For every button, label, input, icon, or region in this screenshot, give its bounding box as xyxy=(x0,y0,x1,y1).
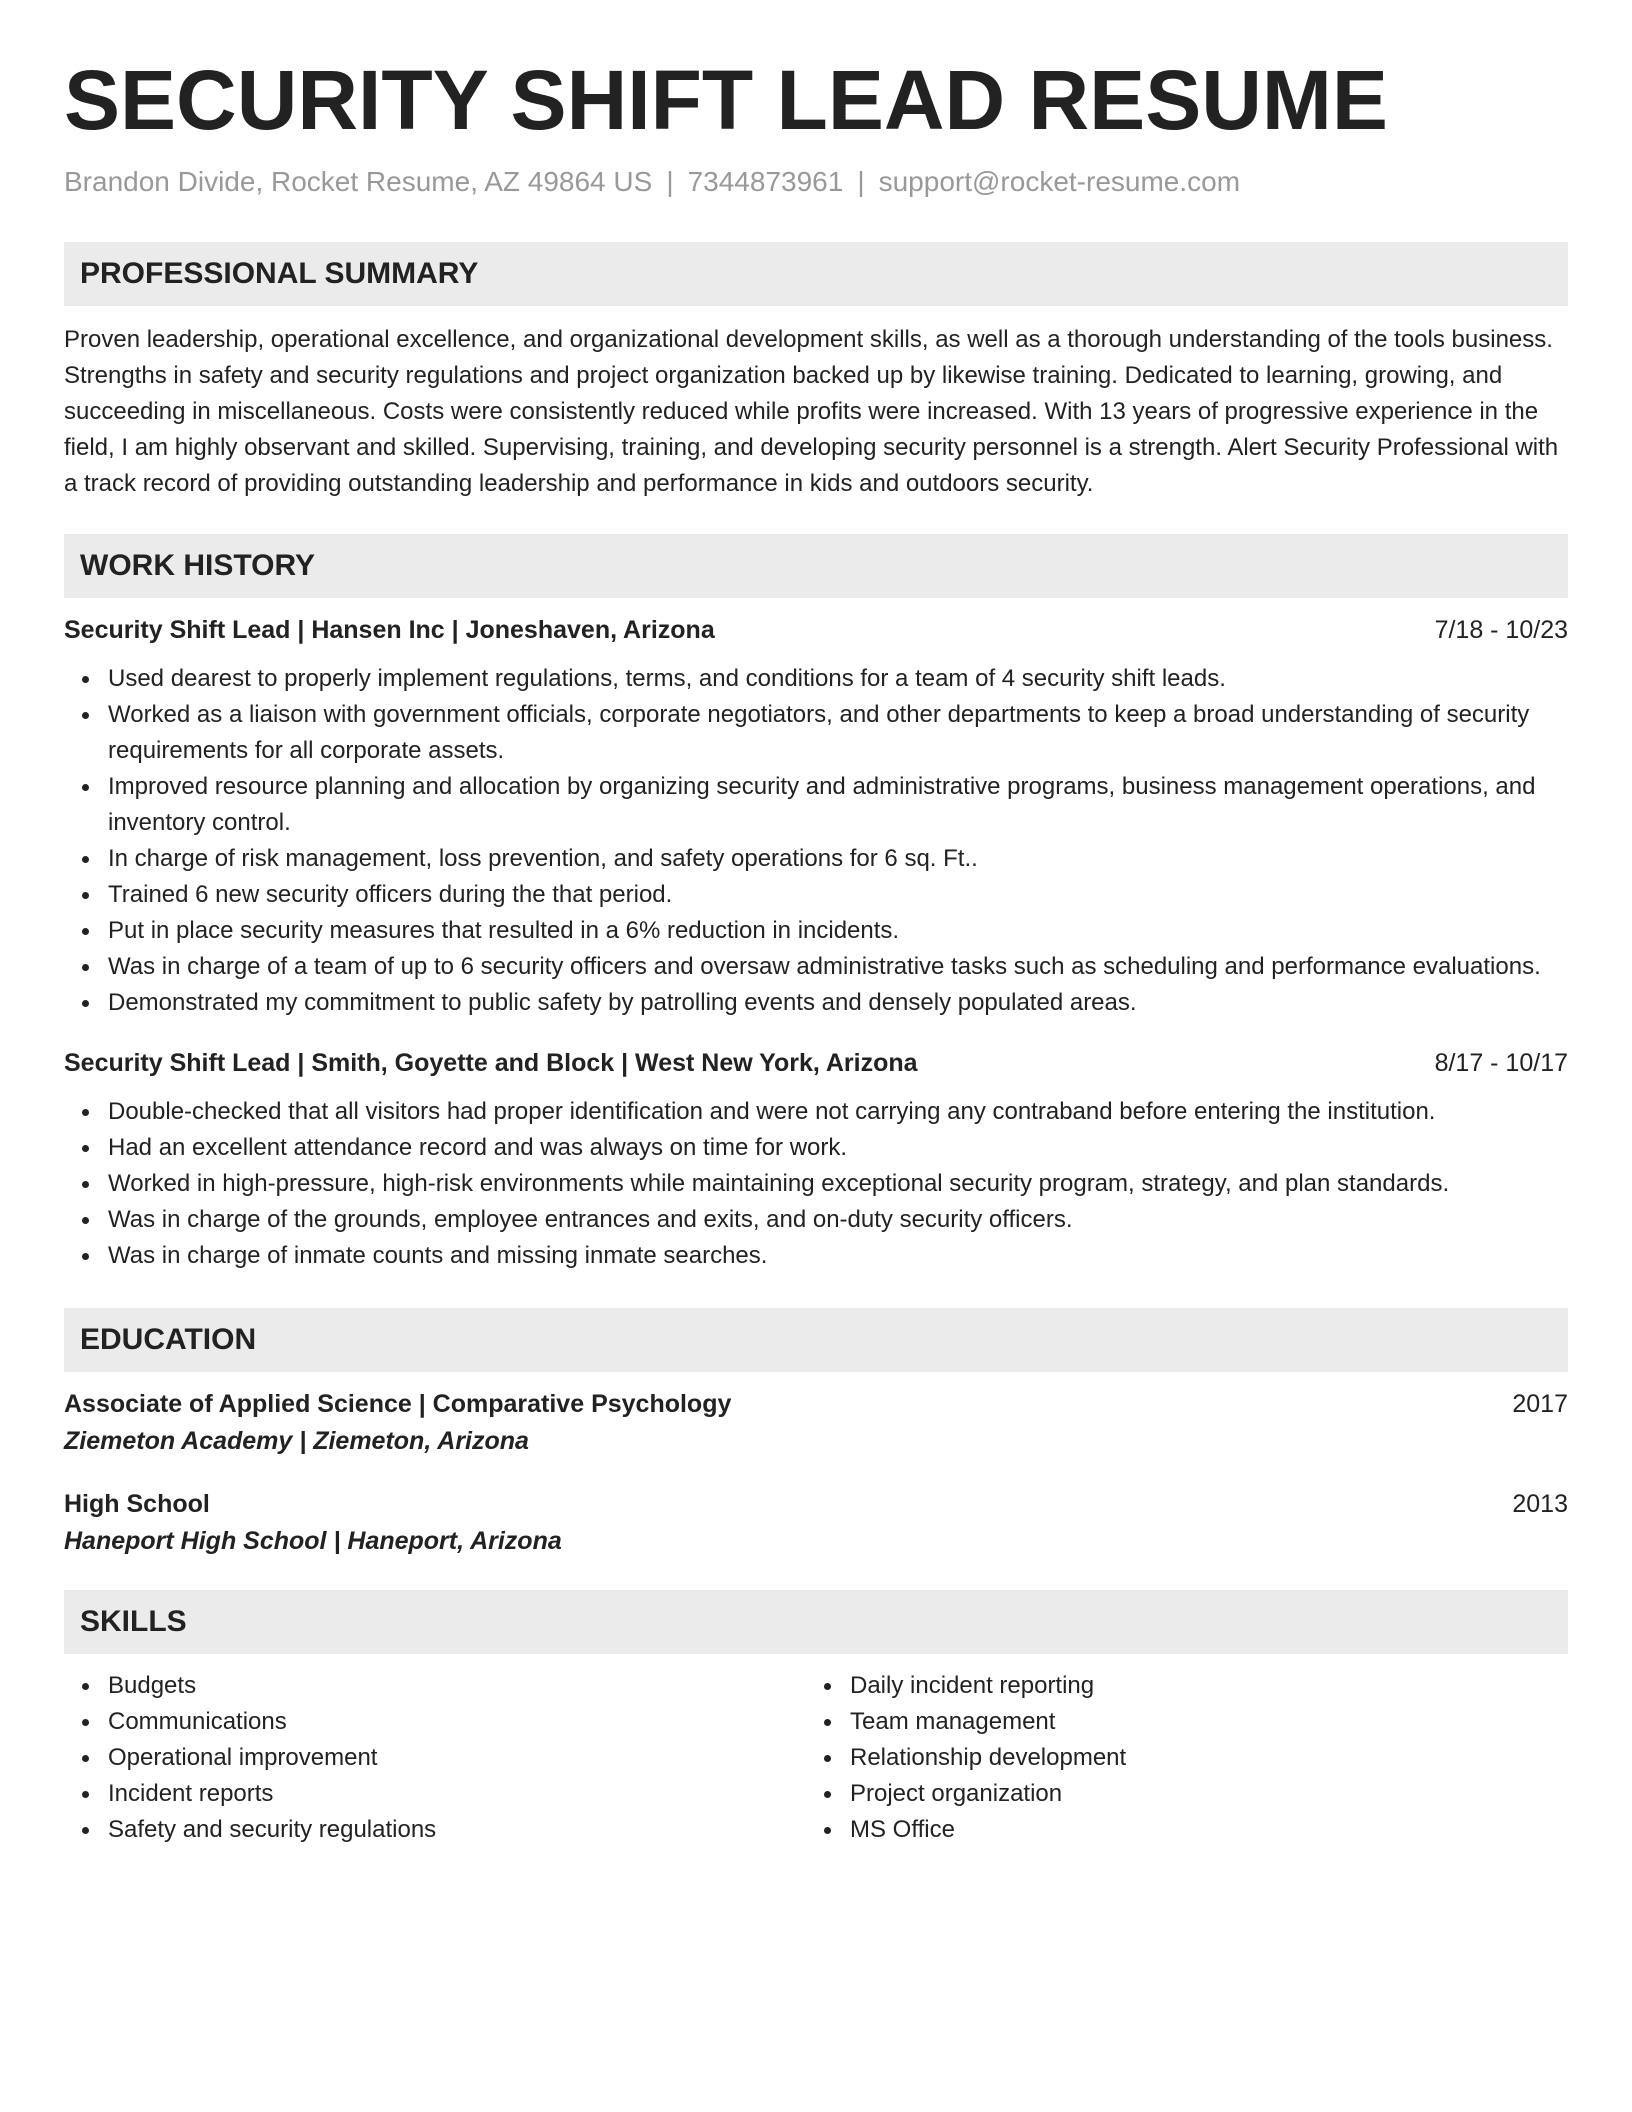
skill-item: Relationship development xyxy=(850,1740,1548,1776)
job-title: Security Shift Lead | Smith, Goyette and Block | West New York, Arizona xyxy=(64,1049,918,1077)
education-header xyxy=(64,1490,1568,1519)
education-year: 2017 xyxy=(1512,1390,1568,1418)
skills-bullet-list xyxy=(64,1668,806,1848)
contact-line xyxy=(64,166,1568,198)
education-year: 2013 xyxy=(1512,1490,1568,1518)
education-degree: Associate of Applied Science | Comparative Psychology xyxy=(64,1390,732,1418)
section-heading-education: EDUCATION xyxy=(64,1308,1568,1372)
skills-column-right xyxy=(806,1668,1548,1848)
job-entry xyxy=(64,616,1568,1021)
education-degree: High School xyxy=(64,1490,210,1518)
job-date: 8/17 - 10/17 xyxy=(1434,1049,1568,1077)
education-school: Haneport High School | Haneport, Arizona xyxy=(64,1527,562,1555)
education-entry xyxy=(64,1490,1568,1556)
job-header xyxy=(64,1049,1568,1078)
skills-bullet-list xyxy=(806,1668,1548,1848)
summary-text: Proven leadership, operational excellence, and organizational development skills, as well as a thorough understanding of the tools business. Strengths in safety and security regulations and project organization backed up by likewise training. Dedicated to learning, growing, and succeeding in miscellaneous. Costs were consistently reduced while profits were increased. With 13 years of progressive experience in the field, I am highly observant and skilled. Supervising, training, and developing security personnel is a strength. Alert Security Professional with a track record of providing outstanding leadership and performance in kids and outdoors security. xyxy=(64,326,1559,497)
list-item: Was in charge of a team of up to 6 security officers and oversaw administrative tasks such as scheduling and performance evaluations. xyxy=(108,949,1568,985)
skill-item: Safety and security regulations xyxy=(108,1812,806,1848)
education-school: Ziemeton Academy | Ziemeton, Arizona xyxy=(64,1427,529,1455)
list-item: In charge of risk management, loss prevention, and safety operations for 6 sq. Ft.. xyxy=(108,841,1568,877)
education-entry xyxy=(64,1390,1568,1456)
skills-column-left xyxy=(64,1668,806,1848)
list-item: Put in place security measures that resulted in a 6% reduction in incidents. xyxy=(108,913,1568,949)
section-heading-summary: PROFESSIONAL SUMMARY xyxy=(64,242,1568,306)
skill-item: MS Office xyxy=(850,1812,1548,1848)
resume-title: SECURITY SHIFT LEAD RESUME xyxy=(64,53,1388,147)
job-header xyxy=(64,616,1568,645)
list-item: Was in charge of inmate counts and missing inmate searches. xyxy=(108,1238,1568,1274)
job-bullet-list xyxy=(64,661,1568,1021)
skill-item: Project organization xyxy=(850,1776,1548,1812)
list-item: Worked as a liaison with government officials, corporate negotiators, and other departments to keep a broad understanding of security requirements for all corporate assets. xyxy=(108,697,1568,769)
list-item: Demonstrated my commitment to public safety by patrolling events and densely populated areas. xyxy=(108,985,1568,1021)
list-item: Double-checked that all visitors had proper identification and were not carrying any contraband before entering the institution. xyxy=(108,1094,1568,1130)
job-title: Security Shift Lead | Hansen Inc | Joneshaven, Arizona xyxy=(64,616,715,644)
skill-item: Operational improvement xyxy=(108,1740,806,1776)
contact-separator: | xyxy=(857,166,865,197)
skill-item: Budgets xyxy=(108,1668,806,1704)
job-date: 7/18 - 10/23 xyxy=(1434,616,1568,644)
job-entry xyxy=(64,1049,1568,1274)
list-item: Was in charge of the grounds, employee entrances and exits, and on-duty security officers. xyxy=(108,1202,1568,1238)
skill-item: Daily incident reporting xyxy=(850,1668,1548,1704)
contact-email: support@rocket-resume.com xyxy=(878,166,1241,197)
contact-separator: | xyxy=(666,166,674,197)
contact-phone: 7344873961 xyxy=(687,166,844,197)
section-heading-work-history: WORK HISTORY xyxy=(64,534,1568,598)
list-item: Had an excellent attendance record and was always on time for work. xyxy=(108,1130,1568,1166)
education-header xyxy=(64,1390,1568,1419)
list-item: Worked in high-pressure, high-risk environments while maintaining exceptional security program, strategy, and plan standards. xyxy=(108,1166,1568,1202)
list-item: Trained 6 new security officers during the that period. xyxy=(108,877,1568,913)
skill-item: Incident reports xyxy=(108,1776,806,1812)
job-bullet-list xyxy=(64,1094,1568,1274)
list-item: Improved resource planning and allocation by organizing security and administrative programs, business management operations, and inventory control. xyxy=(108,769,1568,841)
list-item: Used dearest to properly implement regulations, terms, and conditions for a team of 4 security shift leads. xyxy=(108,661,1568,697)
skill-item: Team management xyxy=(850,1704,1548,1740)
skill-item: Communications xyxy=(108,1704,806,1740)
skills-list xyxy=(64,1668,1568,1848)
section-heading-skills: SKILLS xyxy=(64,1590,1568,1654)
contact-address: Brandon Divide, Rocket Resume, AZ 49864 US xyxy=(64,166,653,197)
